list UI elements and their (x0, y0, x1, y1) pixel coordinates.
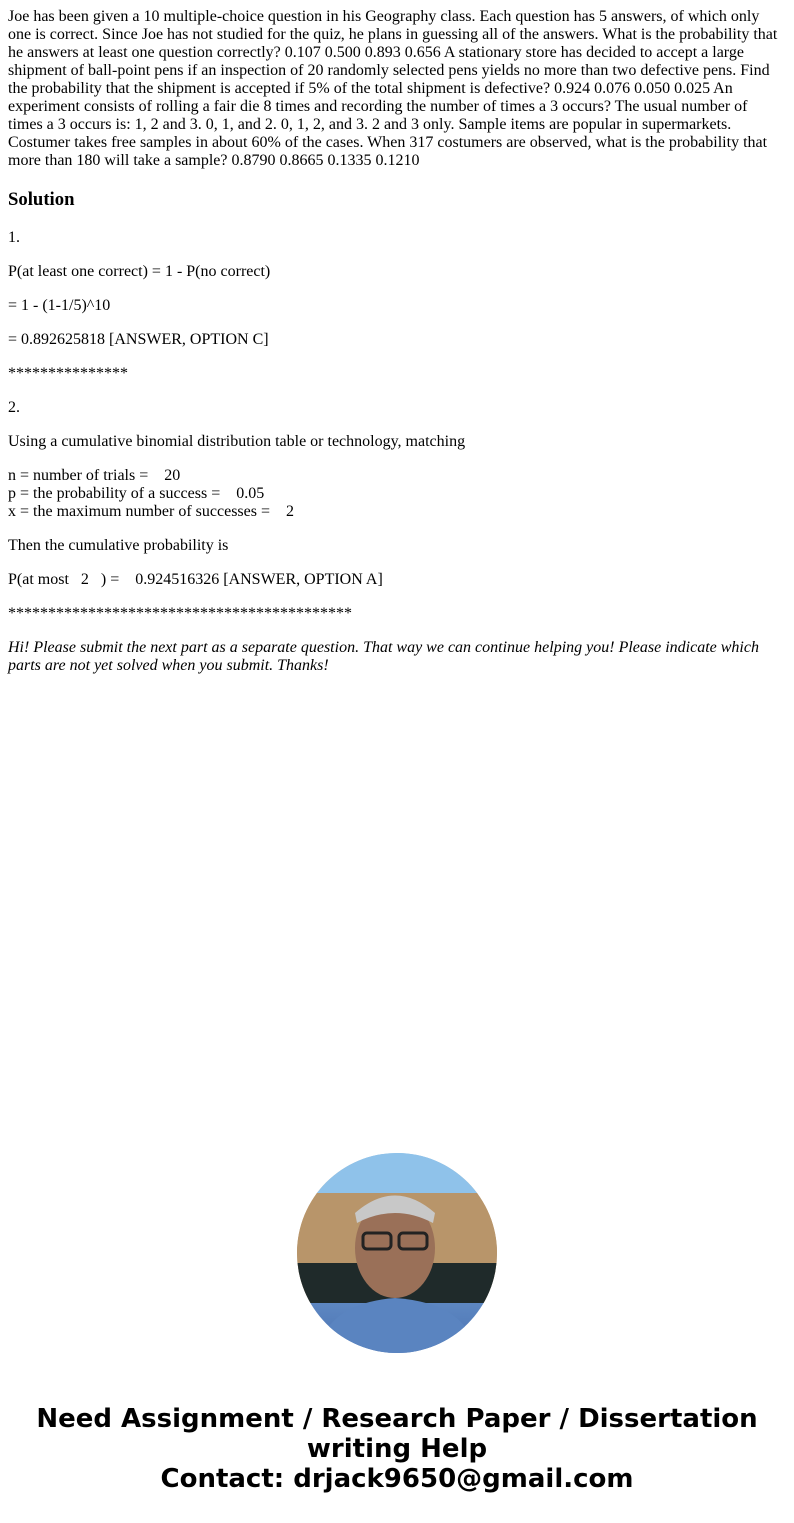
param-n: n = number of trials = 20 (8, 467, 181, 484)
solution-heading: Solution (8, 189, 75, 210)
contact-banner (0, 1404, 794, 1494)
part2-then: Then the cumulative probability is (8, 537, 229, 554)
param-p: p = the probability of a success = 0.05 (8, 485, 265, 502)
param-x: x = the maximum number of successes = 2 (8, 503, 294, 520)
part2-params (8, 467, 786, 521)
closing-note (8, 639, 786, 675)
separator: ******************************************* (8, 605, 352, 622)
separator: *************** (8, 365, 128, 382)
part2-answer: P(at most 2 ) = 0.924516326 [ANSWER, OPTION A] (8, 571, 383, 588)
banner-headline: Need Assignment / Research Paper / Dissertation writing Help (36, 1404, 758, 1464)
document (0, 0, 794, 675)
person-photo-icon (297, 1153, 497, 1353)
part1-number: 1. (8, 229, 20, 246)
part1-answer: = 0.892625818 [ANSWER, OPTION C] (8, 331, 269, 348)
part1-step1: P(at least one correct) = 1 - P(no correct) (8, 263, 271, 280)
part2-number: 2. (8, 399, 20, 416)
part1-step2: = 1 - (1-1/5)^10 (8, 297, 111, 314)
question-text: Joe has been given a 10 multiple-choice question in his Geography class. Each question has 5 answers, of which only one is correct. Since Joe has not studied for the quiz, he plans in guessing all of the answers. What is the probability that he answers at least one question correctly? 0.107 0.500 0.893 0.656 A stationary store has decided to accept a large shipment of ball-point pens if an inspection of 20 randomly selected pens yields no more than two defective pens. Find the probability that the shipment is accepted if 5% of the total shipment is defective? 0.924 0.076 0.050 0.025 An experiment consists of rolling a fair die 8 times and recording the number of times a 3 occurs? The usual number of times a 3 occurs is: 1, 2 and 3. 0, 1, and 2. 0, 1, 2, and 3. 2 and 3 only. Sample items are popular in supermarkets. Costumer takes free samples in about 60% of the cases. When 317 costumers are observed, what is the probability that more than 180 will take a sample? 0.8790 0.8665 0.1335 0.1210 (8, 8, 778, 169)
part2-intro: Using a cumulative binomial distribution table or technology, matching (8, 433, 466, 450)
tutor-avatar (297, 1153, 497, 1353)
closing-note-text: Hi! Please submit the next part as a separate question. That way we can continue helping you! Please indicate which parts are not yet solved when you submit. Thanks! (8, 639, 759, 674)
banner-contact: Contact: drjack9650@gmail.com (160, 1464, 634, 1494)
